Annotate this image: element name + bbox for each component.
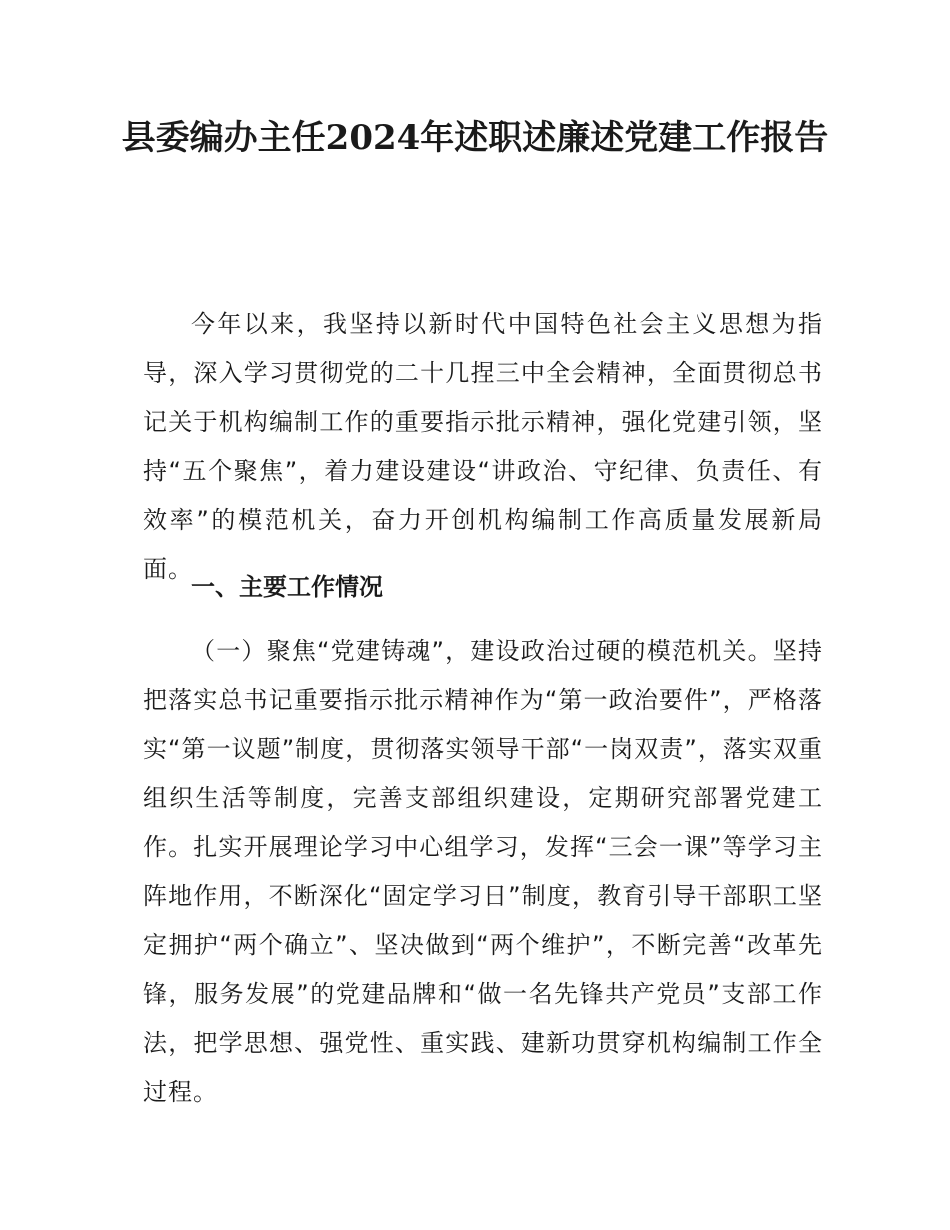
document-title: 县委编办主任2024年述职述廉述党建工作报告	[121, 118, 829, 158]
section-heading: 一、主要工作情况	[191, 573, 383, 601]
section-paragraph: （一）聚焦“党建铸魂”，建设政治过硬的模范机关。坚持把落实总书记重要指示批示精神作为“第一政治要件”，严格落实“第一议题”制度，贯彻落实领导干部“一岗双责”，落实双重组织生活等制度，完善支部组织建设，定期研究部署党建工作。扎实开展理论学习中心组学习，发挥“三会一课”等学习主阵地作用，不断深化“固定学习日”制度，教育引导干部职工坚定拥护“两个确立”、坚决做到“两个维护”，不断完善“改革先锋，服务发展”的党建品牌和“做一名先锋共产党员”支部工作法，把学思想、强党性、重实践、建新功贯穿机构编制工作全过程。	[143, 637, 823, 1106]
intro-paragraph: 今年以来，我坚持以新时代中国特色社会主义思想为指导，深入学习贯彻党的二十几捏三中全会精神，全面贯彻总书记关于机构编制工作的重要指示批示精神，强化党建引领，坚持“五个聚焦”，着力建设建设“讲政治、守纪律、负责任、有效率”的模范机关，奋力开创机构编制工作高质量发展新局面。	[143, 310, 823, 583]
